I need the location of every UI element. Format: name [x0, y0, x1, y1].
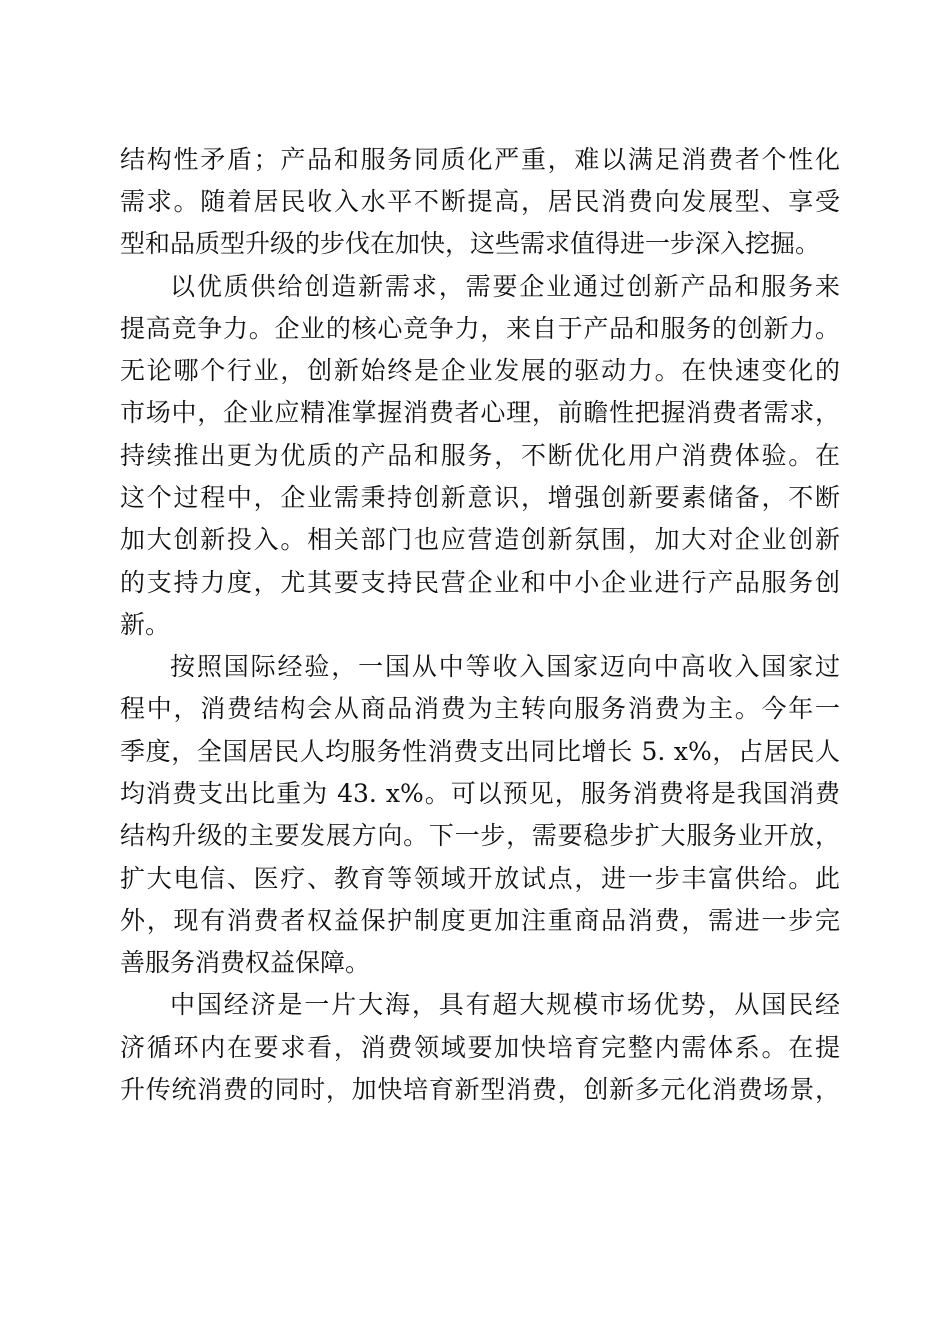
paragraph-4-line-1: 中国经济是一片大海，具有超大规模市场优势，从国民经	[170, 990, 840, 1019]
paragraph-1-line-2: 需求。随着居民收入水平不断提高，居民消费向发展型、享受	[120, 187, 840, 216]
paragraph-1-line-3: 型和品质型升级的步伐在加快，这些需求值得进一步深入挖掘。	[120, 229, 821, 258]
paragraph-2-line-4: 市场中，企业应精准掌握消费者心理，前瞻性把握消费者需求，	[120, 398, 840, 427]
paragraph-2-line-7: 加大创新投入。相关部门也应营造创新氛围，加大对企业创新	[120, 525, 840, 554]
paragraph-3-line-5: 结构升级的主要发展方向。下一步，需要稳步扩大服务业开放，	[120, 821, 840, 850]
paragraph-4-line-3: 升传统消费的同时，加快培育新型消费，创新多元化消费场景，	[120, 1075, 840, 1104]
paragraph-1-line-1: 结构性矛盾；产品和服务同质化严重，难以满足消费者个性化	[120, 145, 840, 174]
paragraph-2-line-1: 以优质供给创造新需求，需要企业通过创新产品和服务来	[170, 272, 840, 301]
paragraph-3-line-2: 程中，消费结构会从商品消费为主转向服务消费为主。今年一	[120, 694, 840, 723]
paragraph-3-line-7: 外，现有消费者权益保护制度更加注重商品消费，需进一步完	[120, 906, 840, 935]
paragraph-4-line-2: 济循环内在要求看，消费领域要加快培育完整内需体系。在提	[120, 1033, 840, 1062]
paragraph-2-line-6: 这个过程中，企业需秉持创新意识，增强创新要素储备，不断	[120, 483, 840, 512]
paragraph-3-line-4: 均消费支出比重为 43. x%。可以预见，服务消费将是我国消费	[120, 779, 840, 808]
paragraph-3-line-3: 季度，全国居民人均服务性消费支出同比增长 5. x%，占居民人	[120, 737, 840, 766]
paragraph-2-line-3: 无论哪个行业，创新始终是企业发展的驱动力。在快速变化的	[120, 356, 840, 385]
paragraph-2-line-2: 提高竞争力。企业的核心竞争力，来自于产品和服务的创新力。	[120, 314, 840, 343]
paragraph-3-line-6: 扩大电信、医疗、教育等领域开放试点，进一步丰富供给。此	[120, 864, 840, 893]
paragraph-2-line-5: 持续推出更为优质的产品和服务，不断优化用户消费体验。在	[120, 441, 840, 470]
paragraph-2-line-8: 的支持力度，尤其要支持民营企业和中小企业进行产品服务创	[120, 568, 840, 597]
paragraph-3-line-1: 按照国际经验，一国从中等收入国家迈向中高收入国家过	[170, 652, 840, 681]
paragraph-2-line-9: 新。	[120, 610, 171, 639]
paragraph-3-line-8: 善服务消费权益保障。	[120, 948, 371, 977]
